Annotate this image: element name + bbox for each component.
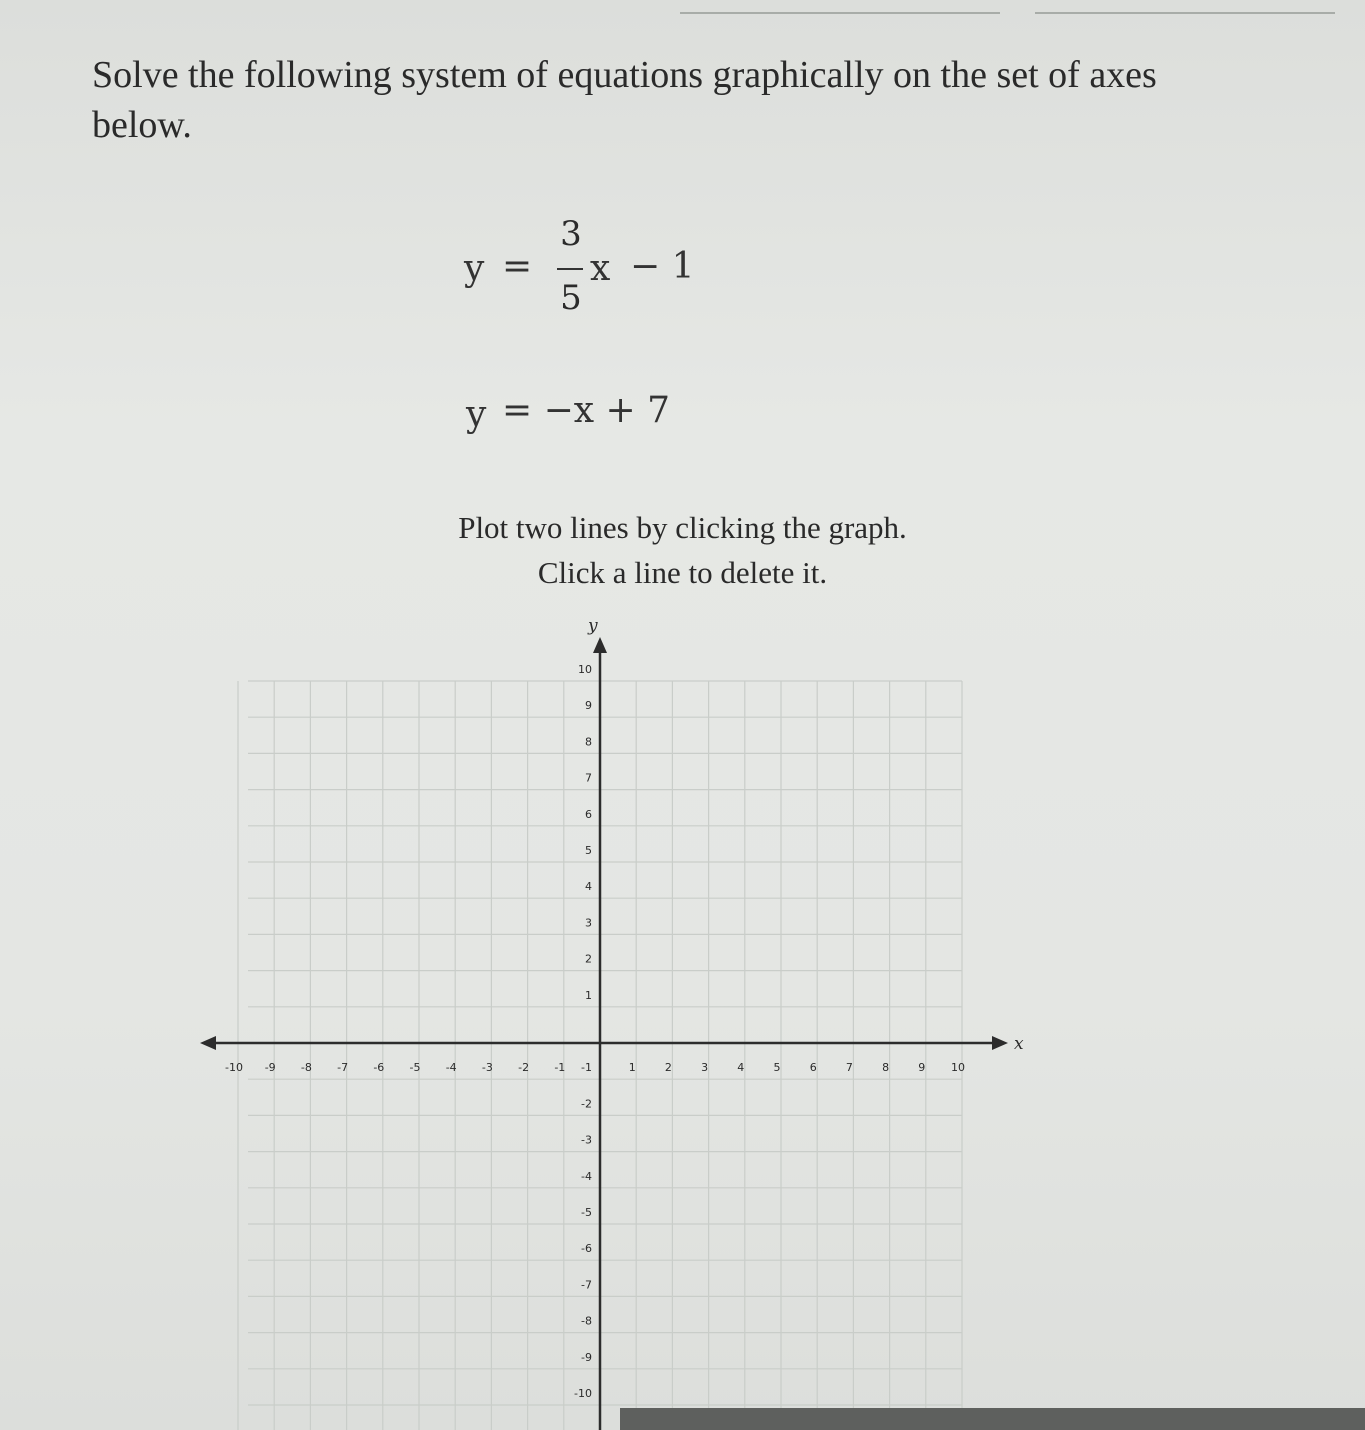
- y-tick-label: -8: [581, 1314, 592, 1328]
- x-tick-label: -8: [300, 1061, 312, 1074]
- instruction-delete: Click a line to delete it.: [537, 555, 828, 590]
- equation-1-lhs: y: [464, 248, 485, 289]
- y-tick-label: 1: [585, 988, 592, 1002]
- y-tick-label: -4: [581, 1169, 592, 1183]
- y-tick-label: 3: [585, 916, 592, 930]
- equation-1-denominator: 5: [560, 278, 582, 318]
- y-tick-label: 2: [585, 952, 592, 966]
- question-line-1: Solve the following system of equations graphically on the set of axes: [92, 54, 1157, 96]
- y-axis-arrow-up: [593, 637, 607, 653]
- x-tick-label: 1: [628, 1061, 636, 1074]
- x-tick-label: 3: [701, 1061, 709, 1074]
- y-axis-label: y: [588, 616, 598, 636]
- bottom-shadow-bar: [620, 1408, 1365, 1430]
- x-tick-label: 9: [918, 1061, 926, 1074]
- x-tick-label: 8: [882, 1061, 890, 1074]
- x-tick-label: 4: [737, 1061, 745, 1074]
- y-tick-label: 10: [578, 663, 592, 676]
- x-tick-label: -6: [373, 1061, 385, 1074]
- y-tick-label: -6: [581, 1242, 592, 1256]
- instruction-plot: Plot two lines by clicking the graph.: [458, 510, 907, 545]
- x-axis-label: x: [1014, 1034, 1024, 1054]
- x-axis-arrow-right: [992, 1036, 1008, 1050]
- y-tick-label: 9: [585, 699, 592, 713]
- equation-1-equals: =: [502, 246, 533, 287]
- x-tick-label: -5: [409, 1061, 421, 1074]
- x-tick-label: -9: [264, 1061, 276, 1074]
- x-tick-label: 7: [845, 1061, 853, 1074]
- equation-2-lhs: y: [466, 394, 487, 435]
- y-tick-label: -9: [581, 1350, 592, 1364]
- x-tick-label: -10: [225, 1061, 243, 1074]
- equation-2-rhs: = −x + 7: [502, 390, 671, 431]
- y-tick-label: -5: [581, 1206, 592, 1219]
- x-tick-label: 5: [773, 1061, 781, 1074]
- y-tick-label: 6: [585, 807, 592, 821]
- x-tick-label: 2: [664, 1061, 672, 1074]
- y-tick-label: -3: [581, 1133, 592, 1147]
- y-tick-label: 4: [585, 880, 592, 894]
- y-tick-label: 7: [585, 771, 592, 785]
- y-tick-label: -10: [574, 1387, 592, 1400]
- y-tick-label: 8: [585, 735, 592, 749]
- x-tick-label: 6: [809, 1061, 817, 1074]
- y-tick-label: 5: [585, 844, 592, 857]
- question-line-2: below.: [92, 104, 192, 146]
- y-tick-label: -2: [581, 1097, 592, 1111]
- x-tick-label: -4: [445, 1061, 457, 1074]
- x-tick-label: -2: [518, 1061, 530, 1074]
- x-axis-arrow-left: [200, 1036, 216, 1050]
- x-tick-label: -1: [554, 1061, 566, 1074]
- y-tick-label: -1: [581, 1061, 592, 1075]
- x-tick-label: -7: [337, 1061, 349, 1074]
- equation-1-var: x: [590, 248, 611, 289]
- x-tick-label: -3: [481, 1061, 493, 1074]
- equation-1-tail: − 1: [630, 246, 695, 287]
- y-tick-label: -7: [581, 1278, 592, 1292]
- equation-1-numerator: 3: [560, 214, 582, 254]
- x-tick-label: 10: [951, 1061, 965, 1074]
